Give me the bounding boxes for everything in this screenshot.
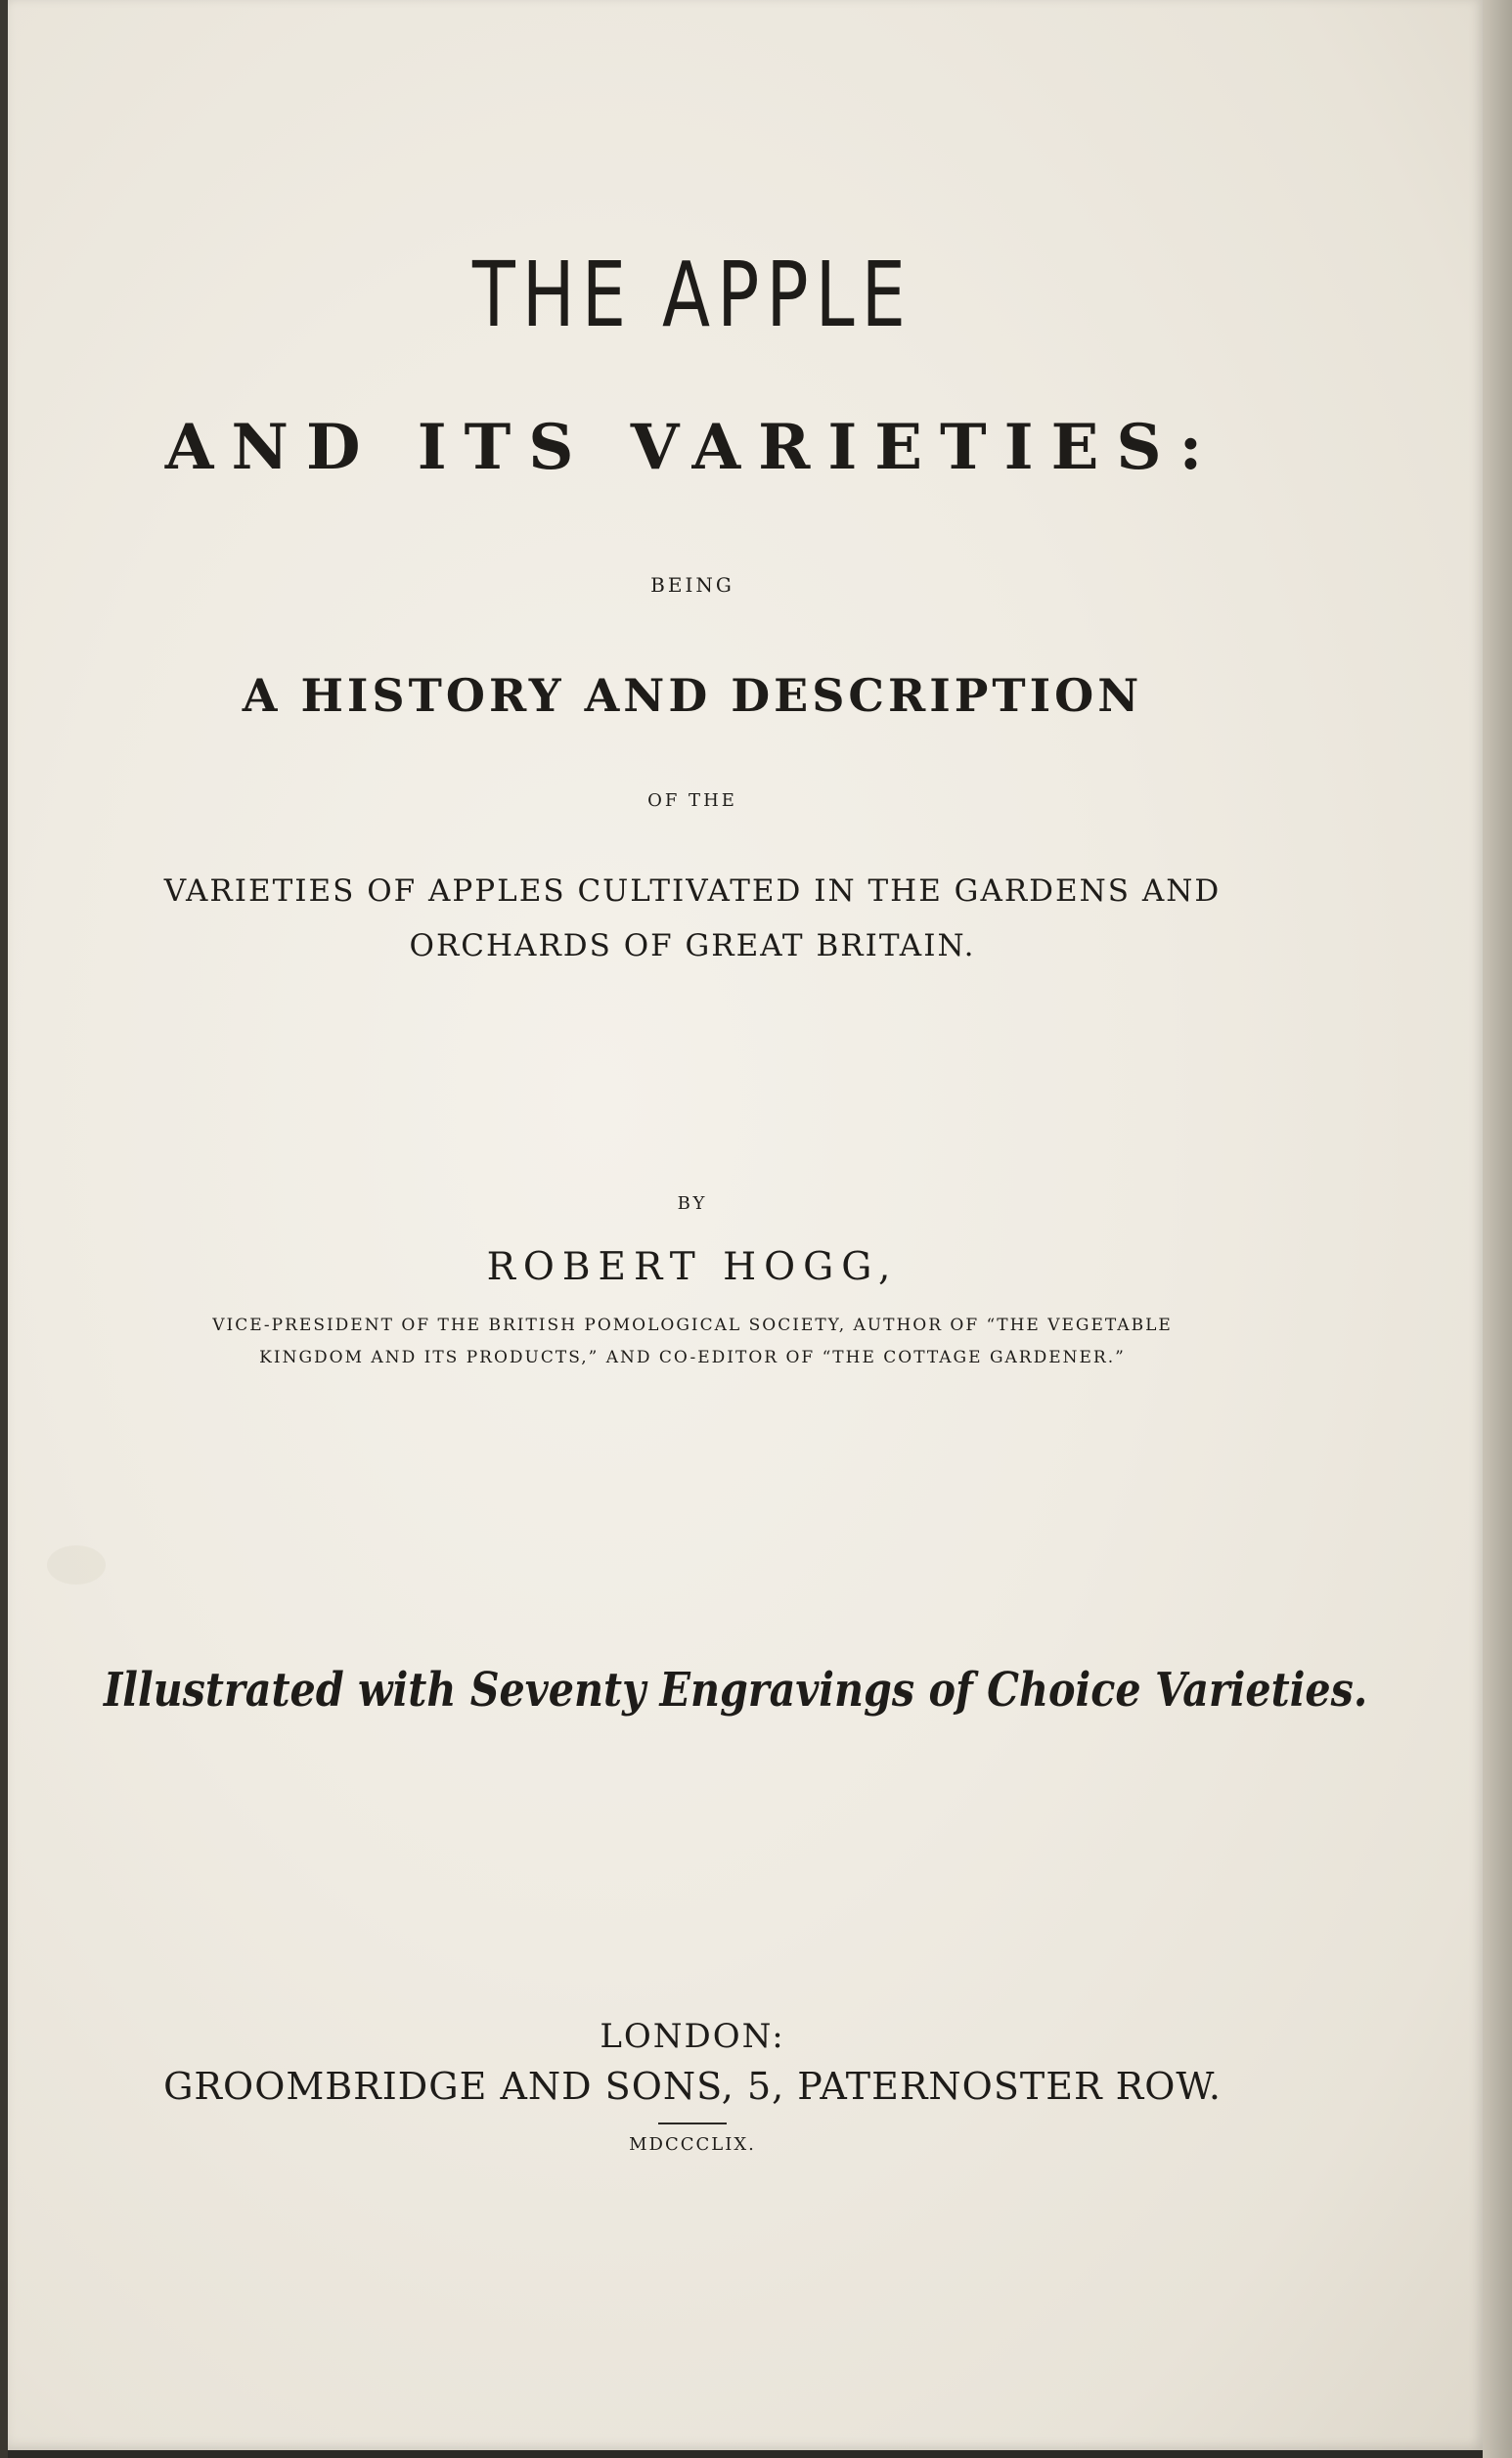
publisher-line: GROOMBRIDGE AND SONS, 5, PATERNOSTER ROW. — [163, 2065, 1222, 2108]
publication-city: LONDON: — [600, 2017, 785, 2056]
paper-stain — [47, 1545, 106, 1585]
author-credentials-2: KINGDOM AND ITS PRODUCTS,” AND CO-EDITOR OF “THE COTTAGE GARDENER.” — [259, 1348, 1126, 1367]
history-line: A HISTORY AND DESCRIPTION — [242, 669, 1143, 722]
book-spine — [0, 0, 8, 2458]
author-credentials-1: VICE-PRESIDENT OF THE BRITISH POMOLOGICAL SOCIETY, AUTHOR OF “THE VEGETABLE — [212, 1316, 1173, 1335]
divider-rule — [658, 2123, 727, 2124]
book-title: THE APPLE — [471, 243, 913, 347]
book-subtitle: AND ITS VARIETIES: — [164, 411, 1221, 484]
by-label: BY — [677, 1193, 708, 1214]
of-the-label: OF THE — [647, 790, 737, 811]
being-label: BEING — [650, 573, 734, 597]
page-edge — [1483, 0, 1512, 2458]
title-page — [8, 0, 1504, 2450]
author-name: ROBERT HOGG, — [486, 1245, 899, 1289]
subject-line-1: VARIETIES OF APPLES CULTIVATED IN THE GARDENS AND — [163, 873, 1222, 909]
subject-line-2: ORCHARDS OF GREAT BRITAIN. — [409, 928, 976, 963]
illustration-note: Illustrated with Seventy Engravings of Choice Varieties. — [104, 1663, 1368, 1718]
publication-year: MDCCCLIX. — [629, 2134, 756, 2155]
